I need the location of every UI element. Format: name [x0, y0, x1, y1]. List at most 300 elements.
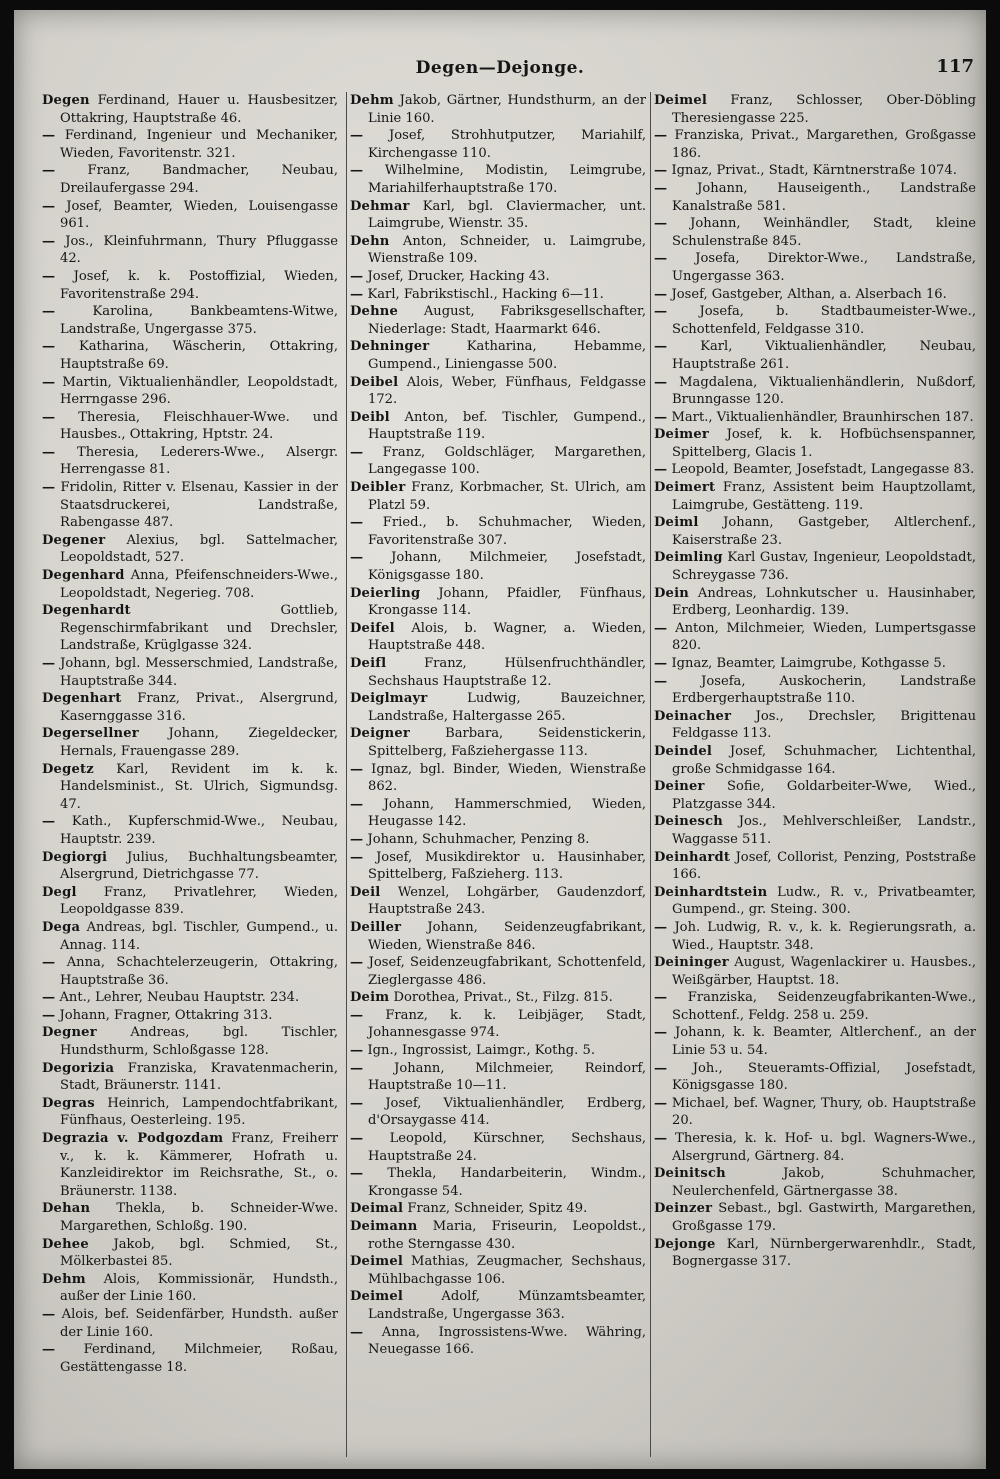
entry-surname: Deimer [654, 427, 709, 443]
directory-entry [350, 127, 646, 162]
directory-entry [42, 92, 338, 127]
entry-surname: Deimann [350, 1219, 418, 1234]
directory-entry [654, 1200, 976, 1235]
entry-surname: Deimel [350, 1254, 404, 1270]
entry-details: Johann, Fragner, Ottakring 313. [59, 1007, 273, 1023]
entry-surname: Deinacher [654, 708, 732, 724]
entry-surname: Deindel [654, 743, 713, 759]
entry-details: Joh., Steueramts-Offizial, Josefstadt, Königsgasse 180. [672, 1060, 976, 1094]
directory-entry [654, 1024, 976, 1059]
entry-surname: — [42, 409, 56, 425]
directory-entry [350, 514, 646, 549]
directory-entry [654, 1060, 976, 1095]
entry-details: Jos., Drechsler, Brigittenau Feldgasse 113. [672, 708, 976, 742]
directory-entry [350, 303, 646, 338]
directory-entry [350, 1218, 646, 1253]
directory-entry [350, 849, 646, 884]
entry-details: Josef, k. k. Postoffizial, Wieden, Favoritenstraße 294. [60, 268, 338, 302]
entry-details: Josef, Beamter, Wieden, Louisengasse 961. [60, 198, 338, 232]
entry-surname: — [42, 304, 56, 320]
entry-details: Ignaz, Beamter, Laimgrube, Kothgasse 5. [671, 656, 946, 671]
entry-surname: — [350, 1043, 364, 1059]
entry-details: Johann, k. k. Beamter, Altlerchenf., an der Linie 53 u. 54. [672, 1025, 976, 1059]
entry-details: Andreas, bgl. Tischler, Hundsthurm, Schloßgasse 128. [60, 1025, 339, 1059]
entry-surname: — [42, 444, 56, 460]
entry-surname: — [350, 550, 364, 566]
entry-surname: Degorizia [42, 1060, 115, 1076]
directory-entry [654, 215, 976, 250]
directory-entry [654, 849, 976, 884]
entry-details: Andreas, bgl. Tischler, Gumpend., u. Annag. 114. [60, 919, 338, 953]
entry-details: Sebast., bgl. Gastwirth, Margarethen, Großgasse 179. [672, 1201, 977, 1234]
directory-entry [654, 585, 976, 620]
entry-surname: Deiller [350, 919, 402, 935]
entry-details: Martin, Viktualienhändler, Leopoldstadt, Herrngasse 296. [60, 374, 338, 408]
directory-entry [42, 233, 338, 268]
directory-entry [350, 690, 646, 725]
entry-details: Anton, Milchmeier, Wieden, Lumpertsgasse 820. [672, 620, 976, 654]
entry-details: Karolina, Bankbeamtens-Witwe, Landstraße, Ungergasse 375. [60, 304, 338, 337]
entry-surname: — [42, 339, 56, 355]
entry-surname: Degenhardt [42, 603, 131, 619]
directory-entry [654, 409, 976, 427]
entry-surname: — [42, 1007, 56, 1023]
directory-entry [42, 198, 338, 233]
directory-entry [654, 919, 976, 954]
directory-entry [42, 374, 338, 409]
entry-surname: — [350, 831, 364, 847]
entry-details: Ant., Lehrer, Neubau Hauptstr. 234. [59, 990, 300, 1006]
directory-entry [42, 919, 338, 954]
entry-details: Franz, Freiherr v., k. k. Kämmerer, Hofrath u. Kanzleidirektor im Reichsrathe, St., o. Bräunerstr. 1138. [60, 1131, 338, 1199]
entry-details: Alois, Kommissionär, Hundsth., außer der Linie 160. [60, 1271, 338, 1305]
directory-entry [42, 849, 338, 884]
entry-surname: — [654, 620, 668, 636]
entry-surname: Deimel [350, 1289, 404, 1305]
directory-entry [654, 813, 976, 848]
directory-entry [654, 461, 976, 479]
entry-details: Ignaz, Privat., Stadt, Kärntnerstraße 1074. [671, 163, 957, 179]
directory-entry [654, 884, 976, 919]
entry-surname: — [350, 515, 364, 531]
directory-entry [42, 690, 338, 725]
entry-surname: Dehee [42, 1236, 89, 1252]
entry-surname: — [350, 128, 364, 144]
directory-entry [654, 954, 976, 989]
entry-surname: Deinhardtstein [654, 884, 768, 900]
entry-details: Michael, bef. Wagner, Thury, ob. Hauptstraße 20. [671, 1095, 976, 1129]
directory-entry [654, 743, 976, 778]
entry-surname: Deinesch [654, 814, 723, 830]
directory-entry [350, 479, 646, 514]
entry-details: Franz, Schlosser, Ober-Döbling Theresiengasse 225. [672, 93, 976, 126]
entry-details: Josefa, Direktor-Wwe., Landstraße, Ungergasse 363. [672, 251, 976, 284]
directory-entry [350, 585, 646, 620]
directory-entry [350, 1324, 646, 1359]
column-divider [650, 92, 651, 1457]
directory-entry [350, 831, 646, 849]
entry-details: Jakob, Gärtner, Hundsthurm, an der Linie 160. [368, 93, 646, 126]
column-divider [346, 92, 347, 1457]
directory-entry [654, 514, 976, 549]
entry-surname: — [654, 304, 668, 320]
entry-surname: — [350, 955, 364, 971]
entry-details: Franz, Privatlehrer, Wieden, Leopoldgasse 839. [60, 884, 338, 918]
entry-details: Franziska, Kravatenmacherin, Stadt, Bräunerstr. 1141. [60, 1060, 338, 1094]
directory-entry [42, 884, 338, 919]
entry-surname: — [654, 180, 668, 196]
directory-entry [654, 127, 976, 162]
directory-entry [350, 1130, 646, 1165]
entry-surname: Dehn [350, 233, 390, 249]
directory-entry [42, 1130, 338, 1200]
entry-surname: Degrazia v. Podgozdam [42, 1131, 224, 1147]
entry-surname: Deimert [654, 480, 716, 496]
entry-surname: Dehm [350, 93, 394, 108]
entry-details: Barbara, Seidenstickerin, Spittelberg, Faßziehergasse 113. [368, 726, 646, 759]
entry-surname: — [350, 163, 364, 179]
directory-entry [350, 1200, 646, 1218]
directory-entry [42, 479, 338, 532]
directory-entry [350, 1288, 646, 1323]
entry-surname: Dehm [42, 1271, 86, 1287]
directory-entry [350, 761, 646, 796]
directory-entry [654, 1165, 976, 1200]
entry-details: Johann, Hauseigenth., Landstraße Kanalstraße 581. [672, 180, 976, 214]
entry-surname: — [42, 198, 56, 214]
entry-details: Johann, Schuhmacher, Penzing 8. [367, 831, 590, 847]
entry-details: Karl, bgl. Claviermacher, unt. Laimgrube, Wienstr. 35. [368, 198, 646, 232]
entry-surname: — [42, 268, 56, 284]
entry-details: Johann, bgl. Messerschmied, Landstraße, Hauptstraße 344. [60, 656, 338, 689]
entry-surname: — [350, 849, 364, 865]
entry-details: Jakob, Schuhmacher, Neulerchenfeld, Gärtnergasse 38. [672, 1166, 976, 1199]
directory-entry [350, 954, 646, 989]
entry-details: Franz, k. k. Leibjäger, Stadt, Johannesgasse 974. [368, 1007, 646, 1041]
entry-surname: — [350, 286, 364, 302]
entry-details: Alois, b. Wagner, a. Wieden, Hauptstraße 448. [368, 620, 646, 654]
entry-surname: Dejonge [654, 1236, 716, 1252]
entry-details: Anna, Schachtelerzeugerin, Ottakring, Hauptstraße 36. [60, 955, 338, 988]
entry-details: Johann, Milchmeier, Josefstadt, Königsgasse 180. [368, 550, 646, 584]
entry-details: Theresia, Fleischhauer-Wwe. und Hausbes., Ottakring, Hptstr. 24. [60, 409, 338, 443]
entry-surname: — [654, 990, 668, 1006]
directory-entry [654, 180, 976, 215]
entry-surname: Degener [42, 532, 106, 548]
entry-details: Franziska, Privat., Margarethen, Großgasse 186. [672, 128, 976, 161]
directory-entry [654, 778, 976, 813]
directory-entry [42, 1024, 338, 1059]
entry-surname: Deinhardt [654, 849, 731, 865]
entry-details: Theresia, k. k. Hof- u. bgl. Wagners-Wwe., Alsergrund, Gärtnerg. 84. [672, 1131, 976, 1164]
page-title: Degen—Dejonge. [415, 58, 585, 78]
entry-surname: — [42, 480, 56, 496]
entry-details: Wenzel, Lohgärber, Gaudenzdorf, Hauptstraße 243. [368, 884, 646, 918]
entry-details: Johann, Milchmeier, Reindorf, Hauptstraße 10—11. [368, 1060, 646, 1094]
entry-surname: Degl [42, 884, 77, 900]
entry-surname: Deigner [350, 726, 410, 742]
directory-columns [42, 92, 976, 1457]
directory-entry [350, 268, 646, 286]
entry-surname: Degras [42, 1095, 95, 1111]
entry-surname: — [654, 286, 668, 302]
directory-entry [350, 1007, 646, 1042]
entry-surname: Dehne [350, 304, 399, 320]
entry-surname: — [42, 374, 56, 390]
directory-entry [42, 338, 338, 373]
entry-surname: Deiglmayr [350, 691, 428, 707]
directory-entry [654, 1095, 976, 1130]
directory-entry [654, 303, 976, 338]
entry-details: Franz, Privat., Alsergrund, Kasernggasse 316. [60, 691, 338, 724]
entry-details: Josef, Collorist, Penzing, Poststraße 166. [672, 849, 976, 883]
entry-details: Maria, Friseurin, Leopoldst., rothe Sterngasse 430. [368, 1219, 646, 1252]
entry-surname: — [42, 163, 56, 179]
entry-details: Ferdinand, Milchmeier, Roßau, Gestättengasse 18. [60, 1342, 338, 1375]
directory-entry [350, 409, 646, 444]
entry-details: Joh. Ludwig, R. v., k. k. Regierungsrath, a. Wied., Hauptstr. 348. [672, 919, 976, 953]
directory-entry [654, 426, 976, 461]
directory-entry [42, 444, 338, 479]
column-3 [654, 92, 976, 1457]
entry-details: Ludw., R. v., Privatbeamter, Gumpend., gr. Steing. 300. [672, 884, 976, 918]
entry-surname: Deifel [350, 620, 395, 636]
directory-entry [654, 989, 976, 1024]
directory-entry [42, 162, 338, 197]
directory-entry [654, 250, 976, 285]
entry-details: Franz, Korbmacher, St. Ulrich, am Platzl 59. [368, 480, 646, 513]
entry-details: Josefa, b. Stadtbaumeister-Wwe., Schottenfeld, Feldgasse 310. [672, 304, 976, 337]
entry-details: Thekla, Handarbeiterin, Windm., Krongasse 54. [368, 1166, 647, 1199]
directory-entry [350, 1042, 646, 1060]
entry-surname: Degetz [42, 761, 94, 777]
entry-details: Anna, Ingrossistens-Wwe. Währing, Neuegasse 166. [368, 1324, 646, 1358]
entry-surname: Dega [42, 919, 81, 935]
directory-entry [42, 409, 338, 444]
directory-entry [42, 1306, 338, 1341]
directory-entry [42, 1095, 338, 1130]
entry-surname: Degersellner [42, 726, 139, 742]
entry-surname: — [42, 1342, 56, 1358]
entry-details: Fried., b. Schuhmacher, Wieden, Favoritenstraße 307. [368, 515, 646, 548]
entry-surname: Deil [350, 884, 381, 900]
entry-surname: Degenhart [42, 691, 122, 707]
directory-entry [350, 162, 646, 197]
entry-surname: — [350, 1095, 364, 1111]
directory-entry [350, 1060, 646, 1095]
column-2 [350, 92, 646, 1457]
entry-details: Franz, Goldschläger, Margarethen, Langegasse 100. [368, 444, 646, 478]
entry-details: Theresia, Lederers-Wwe., Alsergr. Herrengasse 81. [60, 444, 338, 478]
entry-surname: — [42, 1306, 56, 1322]
entry-details: Thekla, b. Schneider-Wwe. Margarethen, Schloßg. 190. [60, 1201, 338, 1234]
directory-entry [42, 567, 338, 602]
directory-entry [654, 374, 976, 409]
directory-entry [654, 549, 976, 584]
entry-surname: Degen [42, 93, 90, 108]
entry-details: Josef, Drucker, Hacking 43. [367, 268, 550, 284]
entry-details: Josef, Musikdirektor u. Hausinhaber, Spittelberg, Faßzieherg. 113. [368, 849, 647, 883]
directory-entry [350, 374, 646, 409]
entry-surname: Deifl [350, 656, 387, 671]
entry-surname: — [654, 462, 668, 478]
column-1 [42, 92, 338, 1457]
entry-details: Jos., Kleinfuhrmann, Thury Pfluggasse 42. [60, 233, 338, 267]
directory-entry [654, 1130, 976, 1165]
entry-surname: Deiner [654, 779, 705, 795]
entry-surname: Deimal [350, 1201, 404, 1217]
entry-details: Josef, Seidenzeugfabrikant, Schottenfeld, Zieglergasse 486. [368, 955, 646, 988]
entry-surname: — [42, 128, 56, 144]
entry-details: Wilhelmine, Modistin, Leimgrube, Mariahilferhauptstraße 170. [368, 163, 646, 196]
directory-page [14, 10, 986, 1469]
entry-details: Mathias, Zeugmacher, Sechshaus, Mühlbachgasse 106. [368, 1254, 646, 1287]
entry-details: Franz, Assistent beim Hauptzollamt, Laimgrube, Gestätteng. 119. [672, 480, 976, 513]
directory-entry [654, 708, 976, 743]
entry-surname: Deinitsch [654, 1166, 726, 1182]
entry-details: Magdalena, Viktualienhändlerin, Nußdorf, Brunngasse 120. [672, 374, 976, 408]
entry-details: Katharina, Wäscherin, Ottakring, Hauptstraße 69. [60, 339, 338, 372]
directory-entry [42, 954, 338, 989]
entry-surname: — [350, 268, 364, 284]
directory-entry [350, 286, 646, 304]
entry-details: Johann, Gastgeber, Altlerchenf., Kaiserstraße 23. [672, 515, 976, 548]
entry-surname: — [42, 656, 56, 671]
entry-details: Anna, Pfeifenschneiders-Wwe., Leopoldstadt, Negerieg. 708. [60, 568, 338, 601]
directory-entry [42, 1236, 338, 1271]
entry-details: Karl Gustav, Ingenieur, Leopoldstadt, Schreygasse 736. [672, 550, 976, 584]
entry-surname: — [42, 233, 56, 249]
directory-entry [350, 919, 646, 954]
directory-entry [42, 127, 338, 162]
directory-entry [654, 338, 976, 373]
entry-surname: Deibl [350, 409, 390, 425]
entry-surname: Deimling [654, 550, 723, 566]
entry-details: Heinrich, Lampendochtfabrikant, Fünfhaus, Oesterleing. 195. [60, 1095, 338, 1129]
entry-surname: — [654, 216, 668, 232]
directory-entry [350, 1095, 646, 1130]
directory-entry [42, 989, 338, 1007]
running-head [14, 50, 986, 90]
entry-surname: — [654, 1095, 668, 1111]
entry-details: Karl, Revident im k. k. Handelsminist., St. Ulrich, Sigmundsg. 47. [60, 761, 338, 812]
entry-surname: Dein [654, 585, 689, 601]
directory-entry [654, 673, 976, 708]
directory-entry [42, 655, 338, 690]
entry-details: Ignaz, bgl. Binder, Wieden, Wienstraße 862. [368, 761, 646, 795]
directory-entry [42, 813, 338, 848]
entry-surname: — [654, 163, 668, 179]
entry-surname: Degner [42, 1025, 97, 1041]
directory-entry [654, 162, 976, 180]
entry-surname: — [654, 1060, 668, 1076]
directory-entry [42, 725, 338, 760]
entry-surname: — [654, 919, 668, 935]
entry-details: August, Wagenlackirer u. Hausbes., Weißgärber, Hauptst. 18. [672, 955, 976, 988]
directory-entry [350, 549, 646, 584]
entry-surname: Deim [350, 990, 390, 1006]
directory-entry [350, 198, 646, 233]
entry-surname: Degiorgi [42, 849, 108, 865]
entry-surname: Deininger [654, 955, 729, 971]
entry-details: Johann, Pfaidler, Fünfhaus, Krongasse 114. [368, 585, 646, 619]
entry-surname: — [654, 656, 668, 671]
entry-surname: Dehninger [350, 339, 430, 355]
directory-entry [654, 620, 976, 655]
entry-details: Franziska, Seidenzeugfabrikanten-Wwe., Schottenf., Feldg. 258 u. 259. [672, 990, 976, 1023]
directory-entry [654, 655, 976, 673]
entry-details: Alois, bef. Seidenfärber, Hundsth. außer der Linie 160. [60, 1306, 338, 1340]
directory-entry [42, 532, 338, 567]
entry-details: Mart., Viktualienhändler, Braunhirschen 187. [671, 409, 974, 425]
entry-details: Josef, Viktualienhändler, Erdberg, d'Orsaygasse 414. [368, 1095, 646, 1129]
directory-entry [42, 1007, 338, 1025]
entry-details: Franz, Schneider, Spitz 49. [407, 1201, 588, 1217]
entry-surname: Degenhard [42, 568, 125, 584]
entry-details: Johann, Hammerschmied, Wieden, Heugasse 142. [368, 796, 646, 830]
entry-surname: — [654, 374, 668, 390]
entry-surname: — [350, 1060, 364, 1076]
directory-entry [42, 1060, 338, 1095]
page-number: 117 [936, 56, 974, 77]
entry-surname: — [654, 409, 668, 425]
entry-details: Johann, Ziegeldecker, Hernals, Frauengasse 289. [60, 726, 338, 759]
entry-details: Karl, Fabrikstischl., Hacking 6—11. [367, 286, 604, 302]
entry-details: Jakob, bgl. Schmied, St., Mölkerbastei 85. [60, 1236, 338, 1270]
entry-details: Ludwig, Bauzeichner, Landstraße, Haltergasse 265. [368, 691, 646, 724]
directory-entry [350, 92, 646, 127]
entry-details: Dorothea, Privat., St., Filzg. 815. [393, 990, 613, 1006]
directory-entry [350, 1165, 646, 1200]
entry-details: Josef, k. k. Hofbüchsenspanner, Spittelberg, Glacis 1. [672, 427, 976, 460]
directory-entry [350, 725, 646, 760]
entry-surname: — [654, 1025, 668, 1041]
entry-details: Andreas, Lohnkutscher u. Hausinhaber, Erdberg, Leonhardig. 139. [672, 585, 976, 619]
directory-entry [42, 268, 338, 303]
entry-surname: — [350, 1324, 364, 1340]
directory-entry [350, 1253, 646, 1288]
directory-entry [350, 444, 646, 479]
entry-details: Jos., Mehlverschleißer, Landstr., Waggasse 511. [672, 814, 976, 847]
directory-entry [654, 92, 976, 127]
entry-surname: — [350, 1007, 364, 1023]
entry-surname: — [654, 339, 668, 355]
entry-surname: — [42, 990, 56, 1006]
entry-details: Ferdinand, Ingenieur und Mechaniker, Wieden, Favoritenstr. 321. [60, 128, 338, 161]
entry-surname: — [654, 128, 668, 144]
entry-details: Ign., Ingrossist, Laimgr., Kothg. 5. [367, 1043, 596, 1059]
entry-details: Leopold, Beamter, Josefstadt, Langegasse 83. [671, 462, 975, 478]
directory-entry [350, 989, 646, 1007]
directory-entry [42, 1200, 338, 1235]
entry-surname: Deiml [654, 515, 699, 531]
directory-entry [42, 303, 338, 338]
directory-entry [42, 761, 338, 814]
entry-details: Julius, Buchhaltungsbeamter, Alsergrund, Dietrichgasse 77. [60, 849, 338, 883]
entry-surname: — [42, 955, 56, 971]
entry-surname: — [654, 251, 668, 267]
entry-surname: — [350, 761, 364, 777]
entry-surname: Deibel [350, 374, 399, 390]
entry-surname: — [654, 673, 668, 689]
directory-entry [350, 796, 646, 831]
directory-entry [654, 286, 976, 304]
entry-details: Karl, Viktualienhändler, Neubau, Hauptstraße 261. [672, 339, 976, 372]
directory-entry [654, 479, 976, 514]
entry-surname: — [350, 1166, 364, 1182]
directory-entry [350, 233, 646, 268]
entry-details: Karl, Nürnbergerwarenhdlr., Stadt, Bognergasse 317. [672, 1236, 976, 1270]
